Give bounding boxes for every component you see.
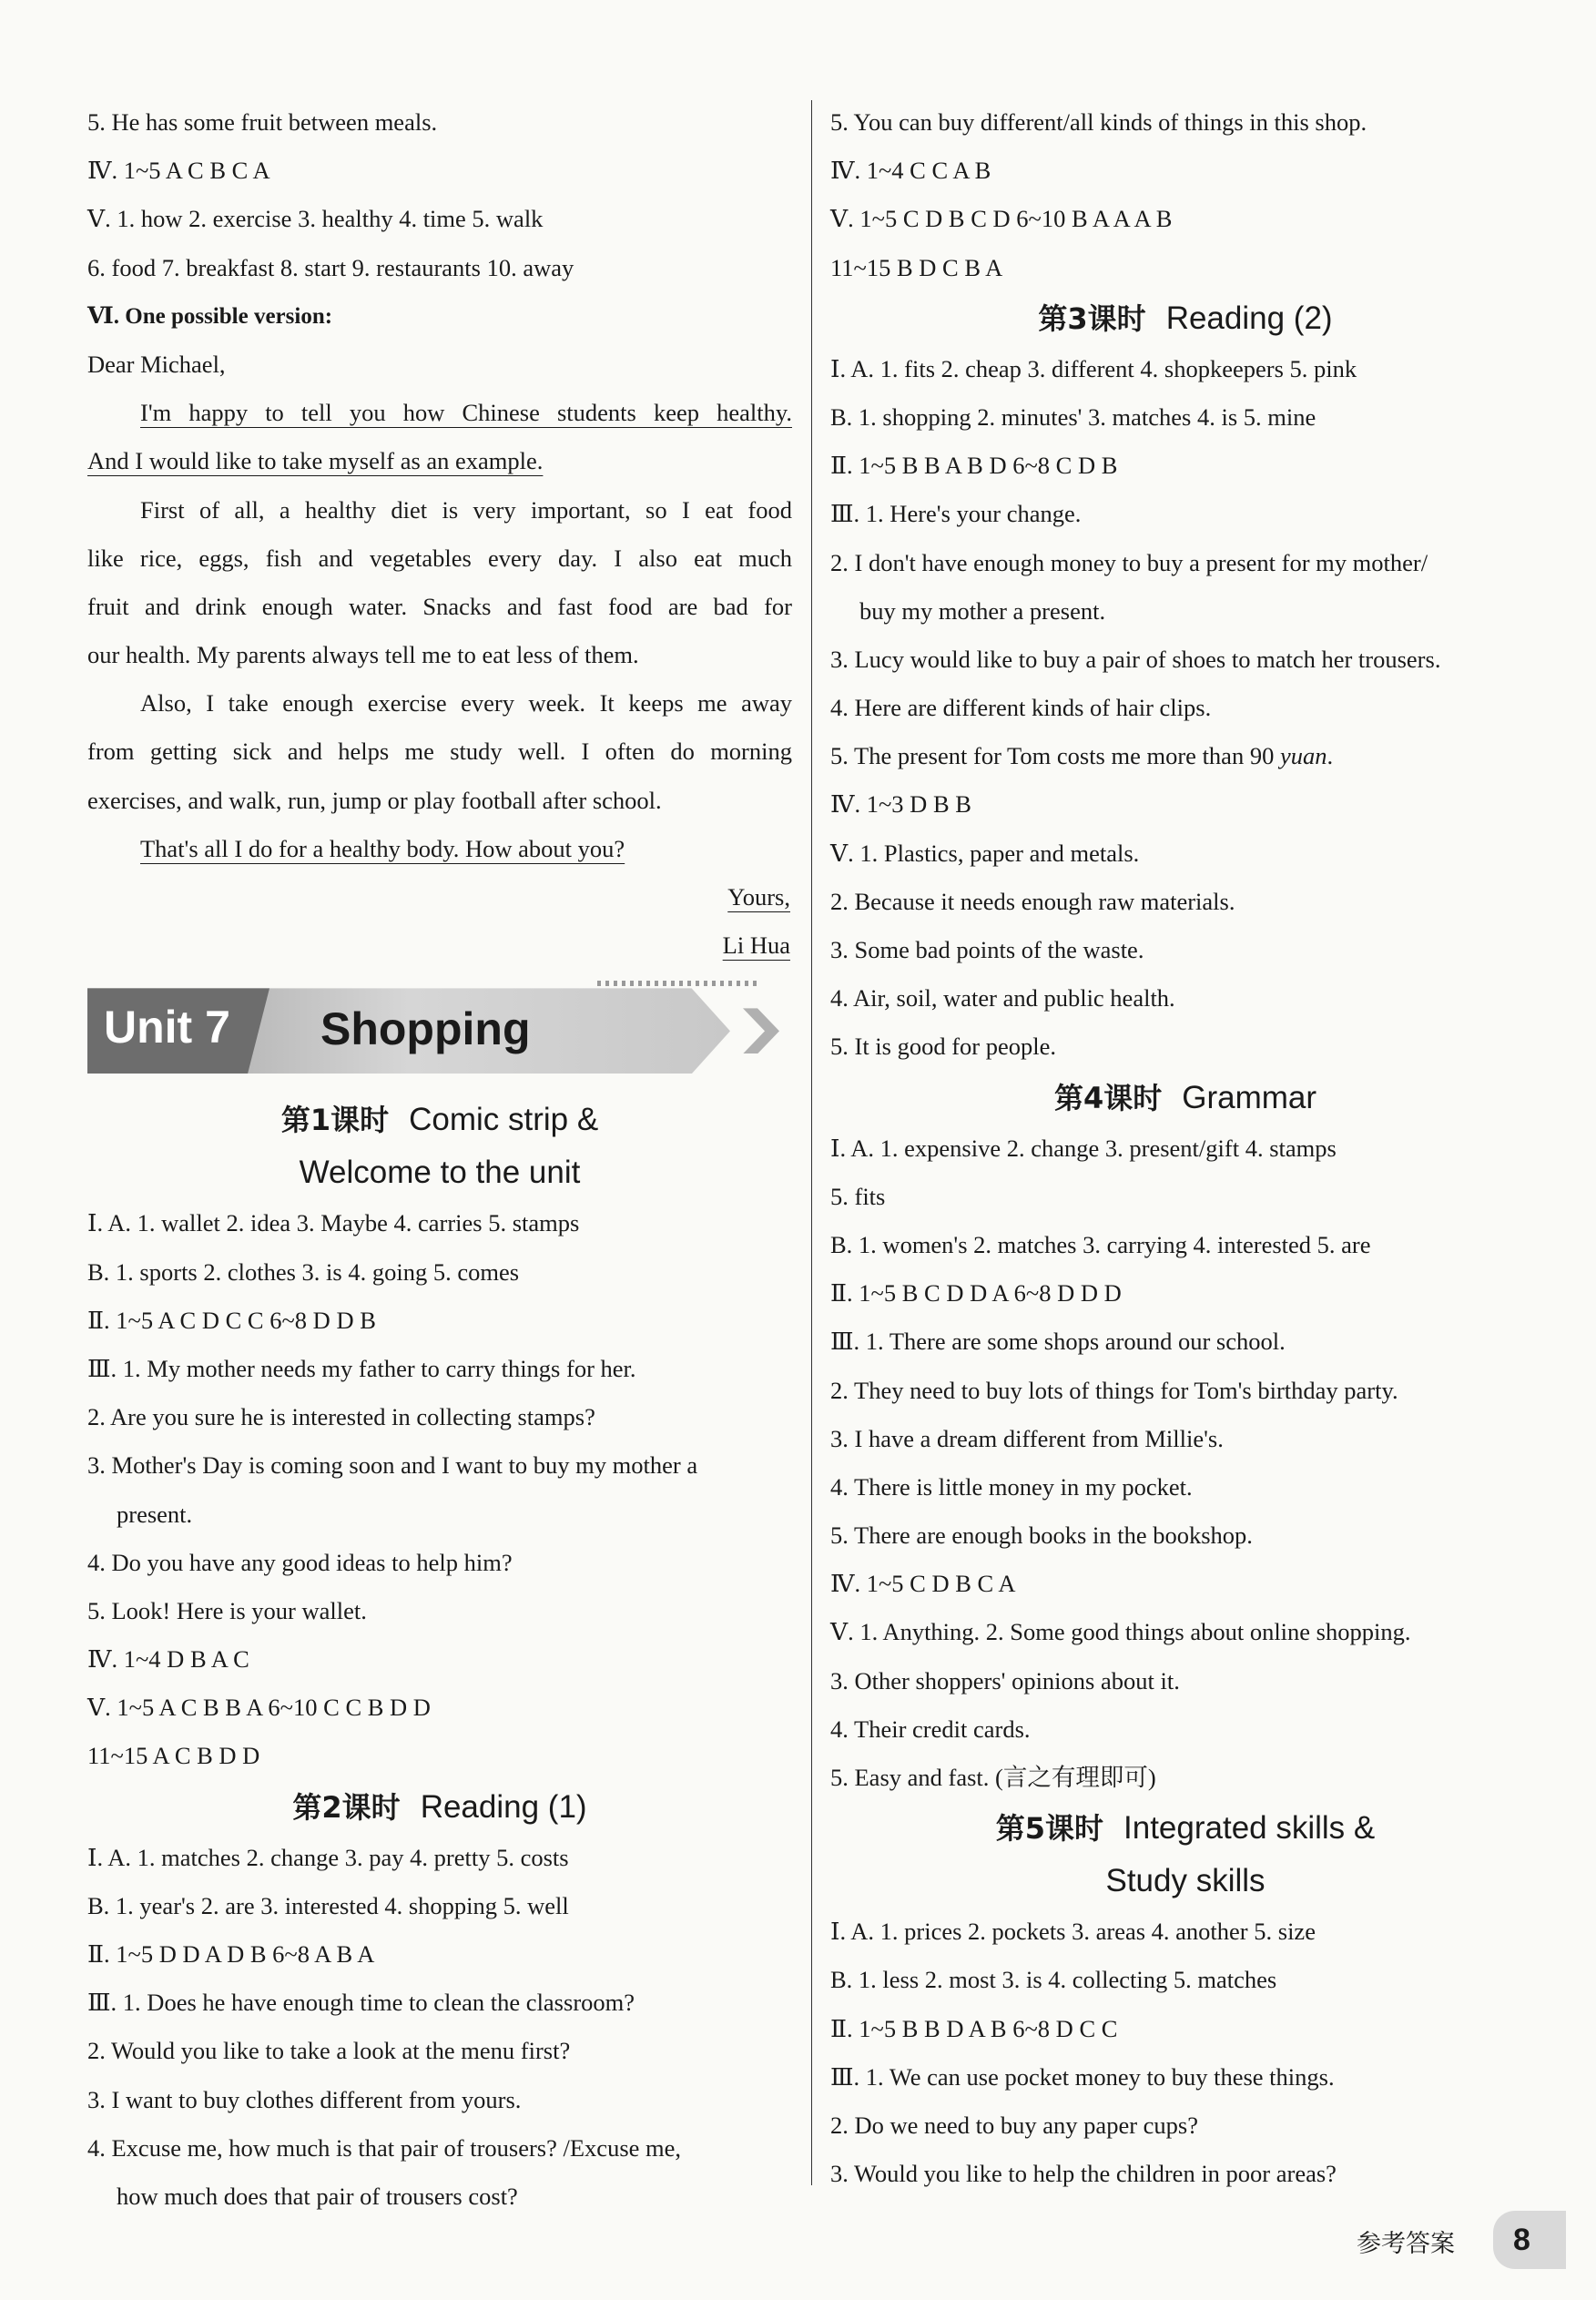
answer-line: Ⅰ. A. 1. matches 2. change 3. pay 4. pretty 5. costs (87, 1843, 569, 1871)
answer-line: 5. Look! Here is your wallet. (87, 1596, 367, 1624)
lesson-title: Study skills (1105, 1863, 1266, 1899)
answer-text: 5. The present for Tom costs me more than 90 (830, 742, 1280, 770)
answer-line: B. 1. shopping 2. minutes' 3. matches 4. is 5. mine (830, 402, 1316, 431)
answer-line: B. 1. less 2. most 3. is 4. collecting 5. matches (830, 1966, 1277, 1994)
answer-line: Ⅴ. 1. Plastics, paper and metals. (830, 839, 1140, 867)
answer-line: Ⅱ. 1~5 D D A D B 6~8 A B A (87, 1940, 375, 1968)
unit-title: Shopping (320, 1003, 531, 1055)
answer-line: Ⅴ. 1~5 C D B C D 6~10 B A A A B (830, 205, 1173, 233)
right-column (830, 98, 1540, 2198)
letter-underlined: I'm happy to tell you how Chinese students keep healthy. (140, 399, 792, 427)
answer-line (830, 732, 1540, 780)
answer-line: Ⅰ. A. 1. fits 2. cheap 3. different 4. shopkeepers 5. pink (830, 354, 1357, 382)
answer-line: Ⅲ. 1. My mother needs my father to carry things for her. (87, 1354, 636, 1382)
lesson-title: Welcome to the unit (299, 1155, 581, 1191)
answer-line: how much does that pair of trousers cost? (117, 2182, 518, 2210)
lesson-number: 第5课时 (995, 1811, 1104, 1847)
letter-underlined: That's all I do for a healthy body. How about you? (140, 834, 625, 862)
version-label: Ⅵ. One possible version: (87, 303, 333, 329)
answer-line: Ⅱ. 1~5 B B D A B 6~8 D C C (830, 2014, 1118, 2042)
answer-line: Ⅴ. 1. how 2. exercise 3. healthy 4. time 5. walk (87, 205, 544, 233)
letter-sign-name: Li Hua (722, 931, 790, 960)
lesson-number: 第2课时 (292, 1789, 401, 1825)
answer-line: Ⅰ. A. 1. wallet 2. idea 3. Maybe 4. carries 5. stamps (87, 1209, 580, 1237)
letter-sign (87, 921, 792, 970)
lesson-heading (87, 1781, 792, 1834)
answer-line: Ⅲ. 1. Does he have enough time to clean the classroom? (87, 1989, 635, 2017)
answer-line: 4. Air, soil, water and public health. (830, 984, 1175, 1013)
footer-label: 参考答案 (1357, 2230, 1455, 2258)
answer-line: Ⅰ. A. 1. expensive 2. change 3. present/gift 4. stamps (830, 1134, 1337, 1162)
answer-line: 6. food 7. breakfast 8. start 9. restaurants 10. away (87, 253, 574, 281)
lesson-heading-cont (87, 1146, 792, 1199)
answer-line: 3. Mother's Day is coming soon and I want to buy my mother a (87, 1451, 698, 1480)
answer-line: 3. Would you like to help the children in poor areas? (830, 2160, 1337, 2188)
answer-line: Ⅲ. 1. Here's your change. (830, 500, 1082, 528)
lesson-number: 第1课时 (280, 1103, 390, 1138)
letter-line: First of all, a healthy diet is very important, so I eat food (140, 495, 792, 524)
answer-line: 4. There is little money in my pocket. (830, 1472, 1193, 1501)
lesson-number: 第4课时 (1053, 1080, 1163, 1115)
answer-line: Ⅱ. 1~5 A C D C C 6~8 D D B (87, 1306, 376, 1334)
lesson-title: Grammar (1182, 1079, 1317, 1115)
answer-line: 2. I don't have enough money to buy a present for my mother/ (830, 548, 1428, 576)
answer-line: 4. Do you have any good ideas to help him? (87, 1548, 513, 1576)
unit-banner (87, 981, 792, 1094)
letter-sign (87, 873, 792, 921)
answer-line: 2. They need to buy lots of things for Tom's birthday party. (830, 1376, 1398, 1404)
yuan-word: yuan (1279, 742, 1327, 770)
lesson-title: Comic strip & (409, 1102, 599, 1138)
answer-line: Ⅴ. 1. Anything. 2. Some good things about online shopping. (830, 1618, 1411, 1646)
answer-line: B. 1. sports 2. clothes 3. is 4. going 5. comes (87, 1257, 520, 1286)
answer-line: 3. Other shoppers' opinions about it. (830, 1666, 1180, 1694)
answer-line: 3. I have a dream different from Millie's. (830, 1424, 1224, 1452)
answer-line: 5. He has some fruit between meals. (87, 108, 438, 136)
answer-line: Ⅳ. 1~3 D B B (830, 790, 971, 819)
answer-line: Ⅳ. 1~5 C D B C A (830, 1570, 1016, 1598)
answer-line: 11~15 A C B D D (87, 1742, 260, 1770)
answer-line: 3. I want to buy clothes different from yours. (87, 2085, 522, 2113)
answer-line: Ⅰ. A. 1. prices 2. pockets 3. areas 4. another 5. size (830, 1918, 1316, 1946)
letter-line: from getting sick and helps me study well. I often do morning (87, 738, 792, 766)
letter-line (87, 389, 792, 437)
lesson-title: Reading (1) (420, 1788, 587, 1825)
answer-line: 4. Their credit cards. (830, 1715, 1031, 1743)
chevron-right-icon (743, 1008, 779, 1053)
letter-line: Also, I take enough exercise every week. It keeps me away (140, 689, 792, 717)
answer-line: 5. It is good for people. (830, 1033, 1057, 1061)
answer-line: 11~15 B D C B A (830, 253, 1003, 281)
sample-letter (87, 341, 792, 970)
lesson-heading-cont (830, 1855, 1540, 1908)
answer-line: 5. fits (830, 1182, 886, 1210)
answer-line: B. 1. year's 2. are 3. interested 4. shopping 5. well (87, 1891, 569, 1919)
letter-line (87, 825, 792, 873)
answer-line: Ⅱ. 1~5 B C D D A 6~8 D D D (830, 1279, 1122, 1308)
letter-line: exercises, and walk, run, jump or play football after school. (87, 786, 662, 814)
answer-line: Ⅱ. 1~5 B B A B D 6~8 C D B (830, 452, 1118, 480)
letter-greeting: Dear Michael, (87, 350, 226, 378)
lesson-title: Reading (2) (1165, 300, 1333, 336)
lesson-heading (87, 1094, 792, 1146)
letter-line: like rice, eggs, fish and vegetables every day. I also eat much (87, 544, 792, 572)
answer-line: 2. Do we need to buy any paper cups? (830, 2111, 1198, 2139)
answer-line: Ⅴ. 1~5 A C B B A 6~10 C C B D D (87, 1694, 431, 1722)
lesson-heading (830, 292, 1540, 345)
answer-line: B. 1. women's 2. matches 3. carrying 4. interested 5. are (830, 1230, 1371, 1258)
letter-line: our health. My parents always tell me to eat less of them. (87, 641, 639, 669)
answer-line: 3. Some bad points of the waste. (830, 936, 1144, 963)
answer-line: buy my mother a present. (859, 596, 1106, 625)
banner-dots (597, 981, 761, 986)
lesson-number: 第3课时 (1038, 300, 1146, 336)
answer-line: Ⅲ. 1. We can use pocket money to buy these things. (830, 2062, 1335, 2091)
answer-line: 5. There are enough books in the bookshop. (830, 1521, 1253, 1550)
answer-line: 5. You can buy different/all kinds of things in this shop. (830, 108, 1367, 136)
answer-line: Ⅲ. 1. There are some shops around our school. (830, 1328, 1286, 1356)
answer-line: 3. Lucy would like to buy a pair of shoes to match her trousers. (830, 645, 1441, 673)
answer-line: 2. Would you like to take a look at the menu first? (87, 2037, 571, 2065)
answer-line: 2. Because it needs enough raw materials. (830, 887, 1235, 915)
answer-line: 4. Excuse me, how much is that pair of trousers? /Excuse me, (87, 2133, 682, 2162)
answer-line: Ⅳ. 1~4 D B A C (87, 1645, 249, 1674)
answer-line: Ⅳ. 1~5 A C B C A (87, 157, 270, 185)
unit-number: Unit 7 (104, 1002, 230, 1053)
letter-line: fruit and drink enough water. Snacks and fast food are bad for (87, 592, 792, 620)
answer-line: Ⅳ. 1~4 C C A B (830, 157, 991, 185)
letter-sign-yours: Yours, (727, 883, 790, 911)
letter-underlined: And I would like to take myself as an example. (87, 447, 544, 475)
lesson-heading (830, 1072, 1540, 1125)
lesson-heading (830, 1802, 1540, 1855)
answer-line: present. (117, 1500, 193, 1528)
period: . (1327, 742, 1334, 770)
letter-line (87, 437, 792, 485)
page-number: 8 (1493, 2211, 1566, 2269)
answer-line: 5. Easy and fast. (言之有理即可) (830, 1764, 1156, 1791)
column-divider (811, 100, 812, 2185)
left-column (87, 98, 792, 2221)
answer-line: 2. Are you sure he is interested in collecting stamps? (87, 1403, 595, 1431)
answer-line: 4. Here are different kinds of hair clips. (830, 694, 1212, 722)
lesson-title: Integrated skills & (1123, 1810, 1376, 1847)
